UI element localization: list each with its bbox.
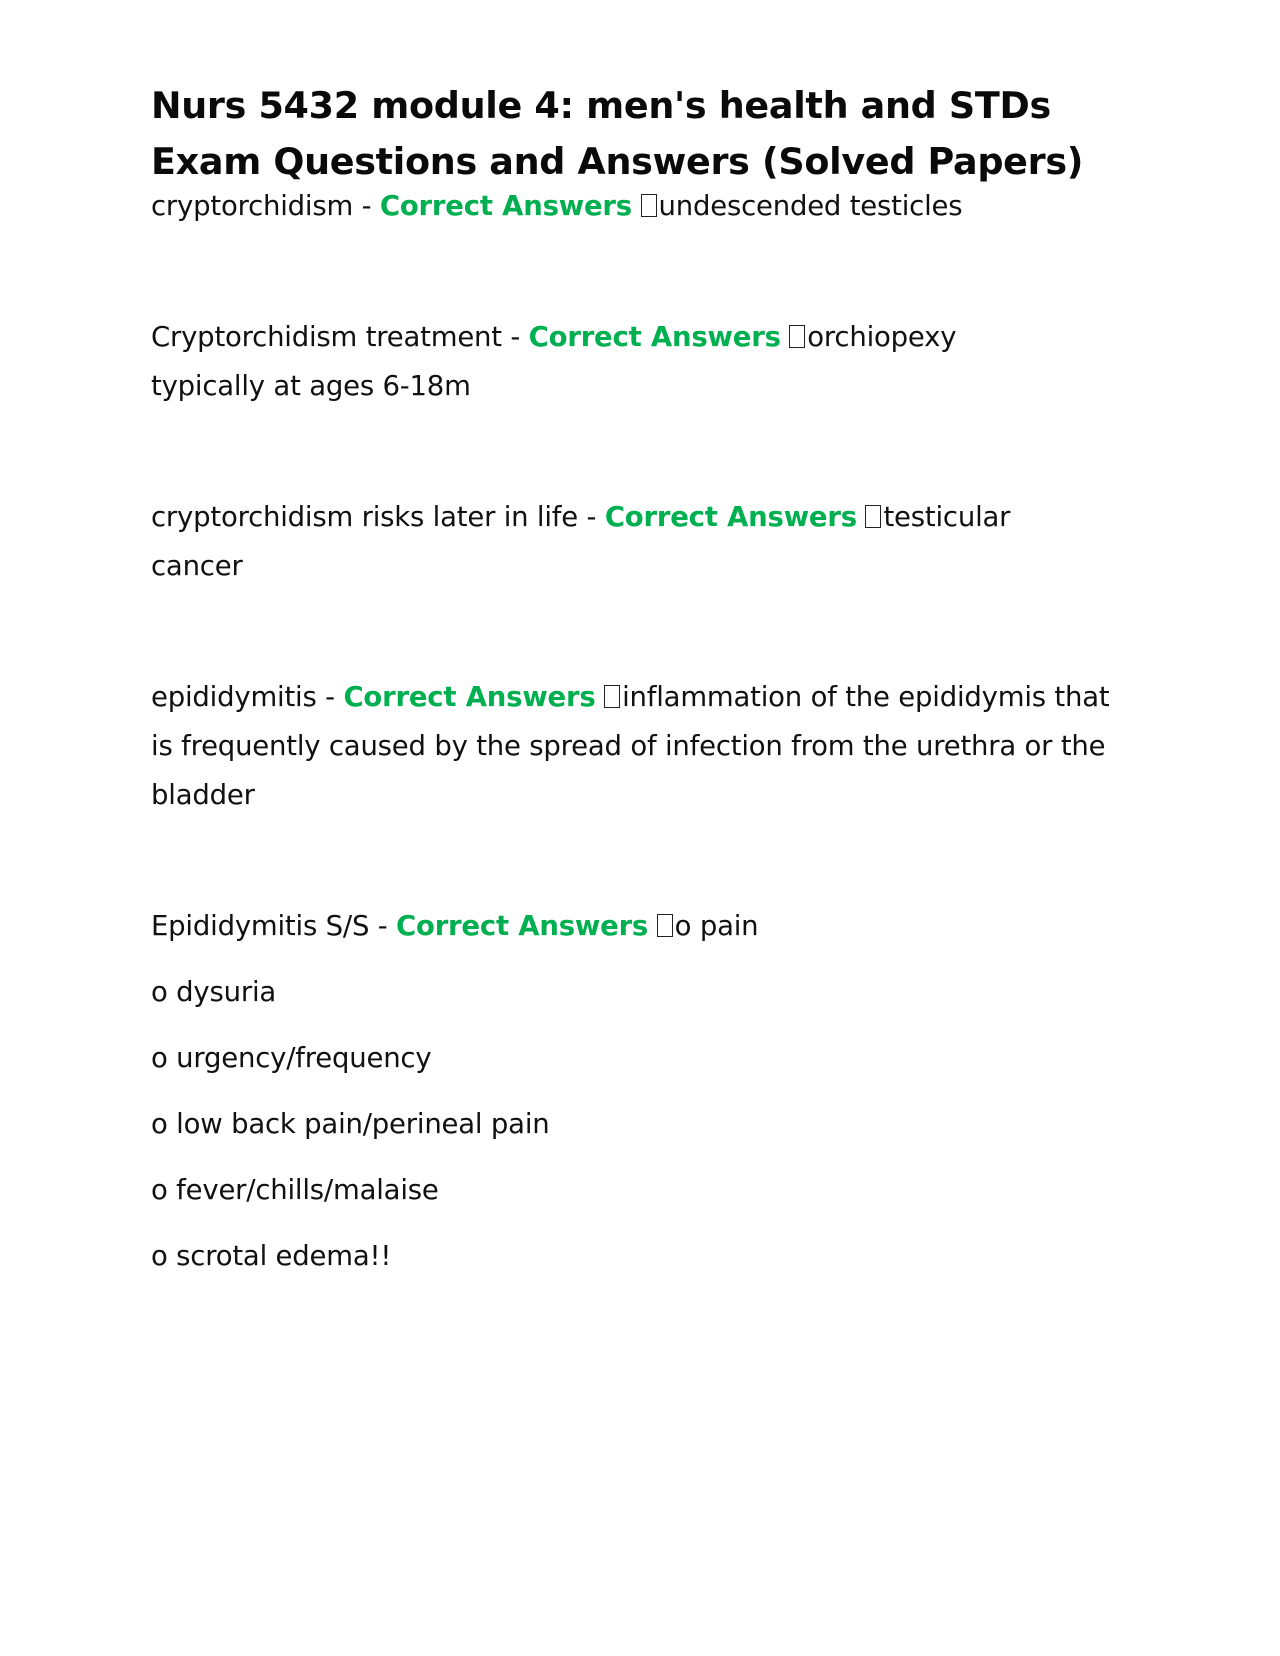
correct-answers-label: Correct Answers	[528, 321, 781, 353]
symptom-list-item: o dysuria	[151, 976, 277, 1008]
correct-answers-label: Correct Answers	[379, 190, 632, 222]
answer-text: orchiopexy typically at ages 6-18m	[151, 321, 957, 402]
qa-item	[151, 493, 1051, 591]
answer-text: undescended testicles	[658, 190, 963, 222]
missing-glyph-icon	[865, 505, 881, 528]
missing-glyph-icon	[604, 685, 620, 708]
symptom-list-item: o fever/chills/malaise	[151, 1174, 439, 1206]
qa-item	[151, 313, 991, 411]
answer-text: o pain	[674, 910, 759, 942]
question-text: Cryptorchidism treatment -	[151, 321, 529, 353]
missing-glyph-icon	[657, 914, 673, 937]
answer-text: testicular cancer	[151, 501, 1011, 582]
missing-glyph-icon	[789, 325, 805, 348]
symptom-list-item: o scrotal edema!!	[151, 1240, 392, 1272]
title-line-2: Exam Questions and Answers (Solved Papers)	[151, 140, 1084, 183]
correct-answers-label: Correct Answers	[604, 501, 857, 533]
qa-item	[151, 902, 1111, 951]
answer-text: inflammation of the epididymis that is frequently caused by the spread of infection from the urethra or the bladder	[151, 681, 1110, 811]
symptom-list-item: o low back pain/perineal pain	[151, 1108, 550, 1140]
document-page	[151, 78, 1111, 1281]
correct-answers-label: Correct Answers	[396, 910, 649, 942]
title-line-1: Nurs 5432 module 4: men's health and STDs	[151, 84, 1051, 127]
question-text: Epididymitis S/S -	[151, 910, 397, 942]
document-title	[151, 78, 1111, 190]
question-text: epididymitis -	[151, 681, 344, 713]
question-text: cryptorchidism risks later in life -	[151, 501, 605, 533]
symptom-list-item: o urgency/frequency	[151, 1042, 432, 1074]
question-text: cryptorchidism -	[151, 190, 380, 222]
missing-glyph-icon	[641, 194, 657, 217]
correct-answers-label: Correct Answers	[343, 681, 596, 713]
qa-item	[151, 673, 1111, 820]
